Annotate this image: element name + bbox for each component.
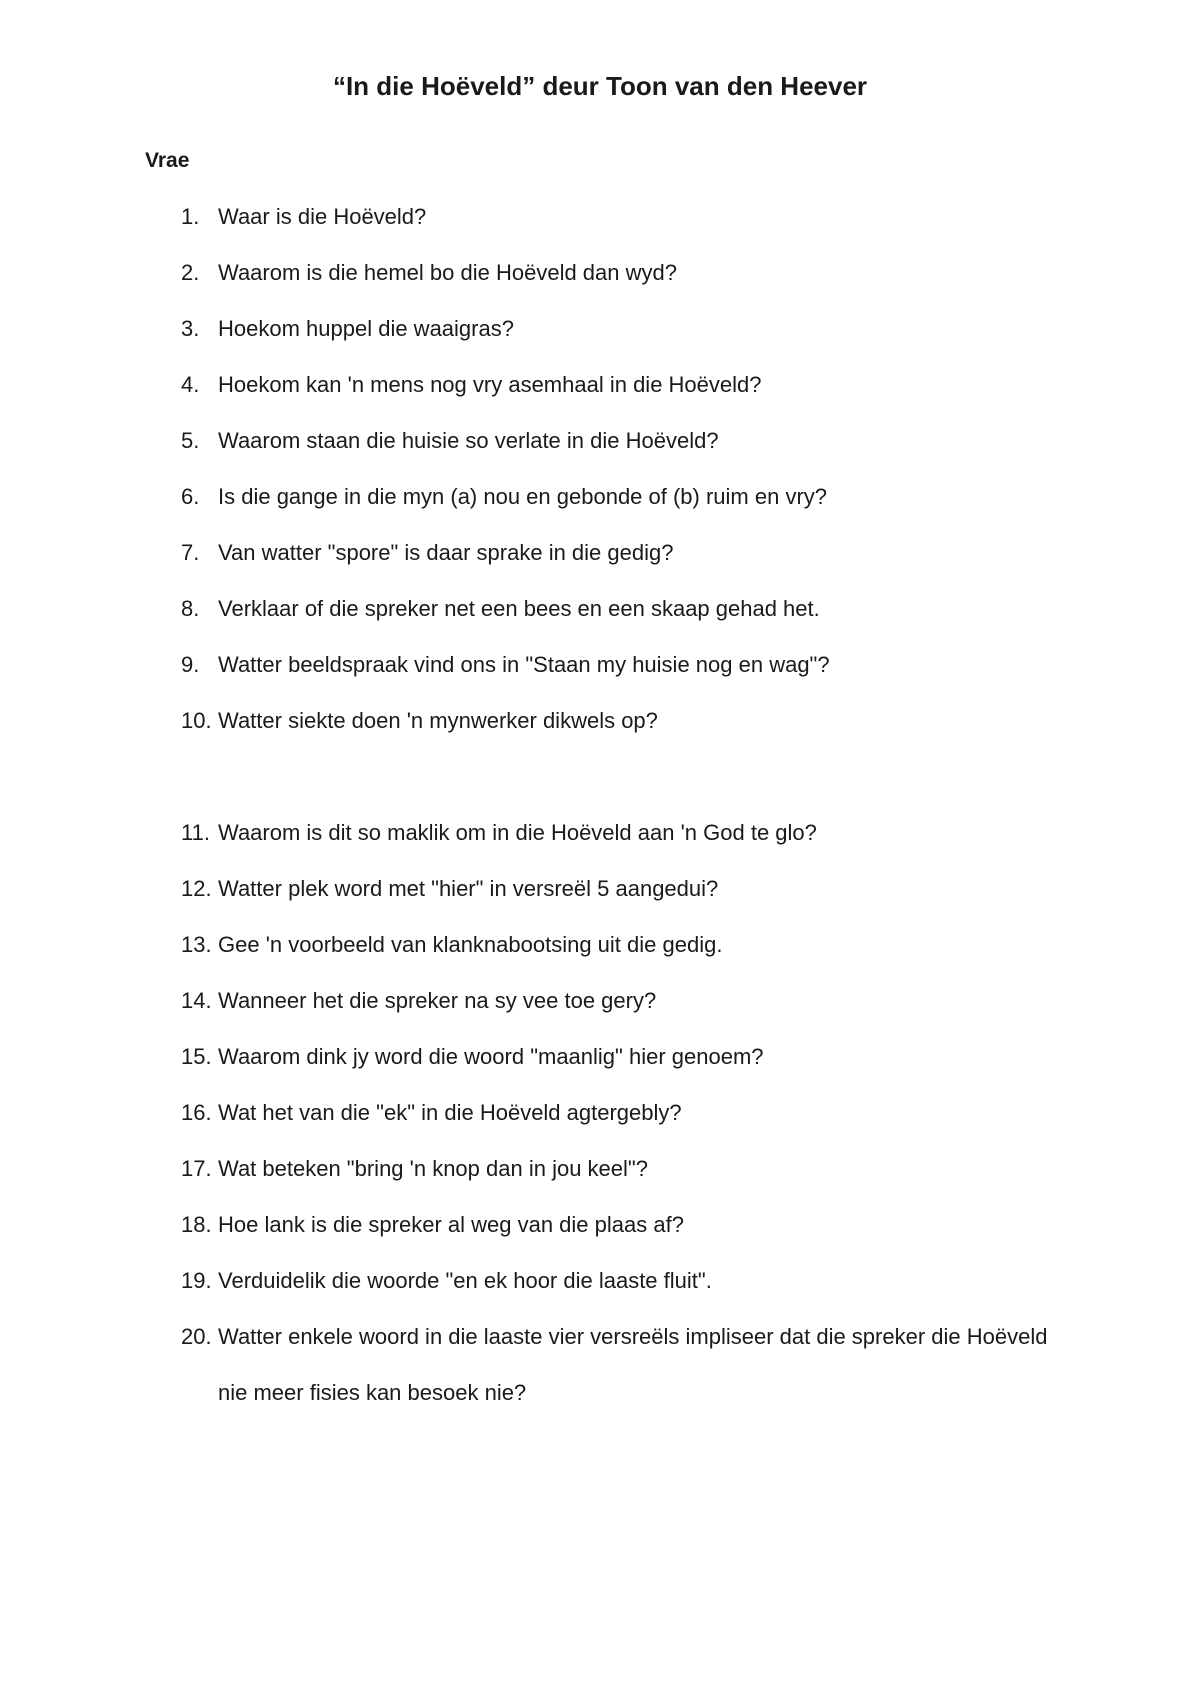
question-number: 4. [181,372,200,397]
question-number: 11. [181,820,210,845]
question-text: Watter plek word met "hier" in versreël 5 aangedui? [218,876,719,901]
question-number: 17. [181,1156,212,1181]
question-text: Watter beeldspraak vind ons in "Staan my huisie nog en wag"? [218,652,830,677]
question-text: Hoe lank is die spreker al weg van die plaas af? [218,1212,684,1237]
question-number: 20. [181,1324,212,1349]
question-text: Waarom dink jy word die woord "maanlig" hier genoem? [218,1044,764,1069]
question-number: 1. [181,204,200,229]
question-text: Wat beteken "bring 'n knop dan in jou keel"? [218,1156,648,1181]
question-number: 7. [181,540,200,565]
question-number: 13. [181,932,212,957]
question-number: 6. [181,484,200,509]
question-number: 12. [181,876,212,901]
question-number: 19. [181,1268,212,1293]
question-number: 2. [181,260,200,285]
question-number: 5. [181,428,200,453]
question-text: Verklaar of die spreker net een bees en een skaap gehad het. [218,596,820,621]
section-heading: Vrae [145,149,190,172]
page-title: “In die Hoëveld” deur Toon van den Heever [332,71,868,101]
question-text: Verduidelik die woorde "en ek hoor die laaste fluit". [218,1268,712,1293]
question-text: Waarom staan die huisie so verlate in die Hoëveld? [218,428,719,453]
question-text: Wanneer het die spreker na sy vee toe gery? [218,988,657,1013]
question-text: Waarom is die hemel bo die Hoëveld dan wyd? [218,260,677,285]
question-text: Waar is die Hoëveld? [218,204,427,229]
question-text: Van watter "spore" is daar sprake in die gedig? [218,540,674,565]
question-number: 18. [181,1212,212,1237]
question-number: 8. [181,596,200,621]
question-text: Waarom is dit so maklik om in die Hoëveld aan 'n God te glo? [218,820,817,845]
question-number: 9. [181,652,200,677]
question-number: 15. [181,1044,212,1069]
question-text: Is die gange in die myn (a) nou en gebonde of (b) ruim en vry? [218,484,828,509]
question-number: 14. [181,988,212,1013]
question-text: Watter siekte doen 'n mynwerker dikwels op? [218,708,658,733]
question-number: 16. [181,1100,212,1125]
question-text: Hoekom kan 'n mens nog vry asemhaal in die Hoëveld? [218,372,762,397]
question-number: 3. [181,316,200,341]
question-text: Watter enkele woord in die laaste vier versreëls impliseer dat die spreker die Hoëveld nie meer fisies kan besoek nie? [218,1324,1048,1405]
question-text: Wat het van die "ek" in die Hoëveld agtergebly? [218,1100,682,1125]
question-text: Hoekom huppel die waaigras? [218,316,514,341]
question-text: Gee 'n voorbeeld van klanknabootsing uit die gedig. [218,932,723,957]
question-number: 10. [181,708,212,733]
